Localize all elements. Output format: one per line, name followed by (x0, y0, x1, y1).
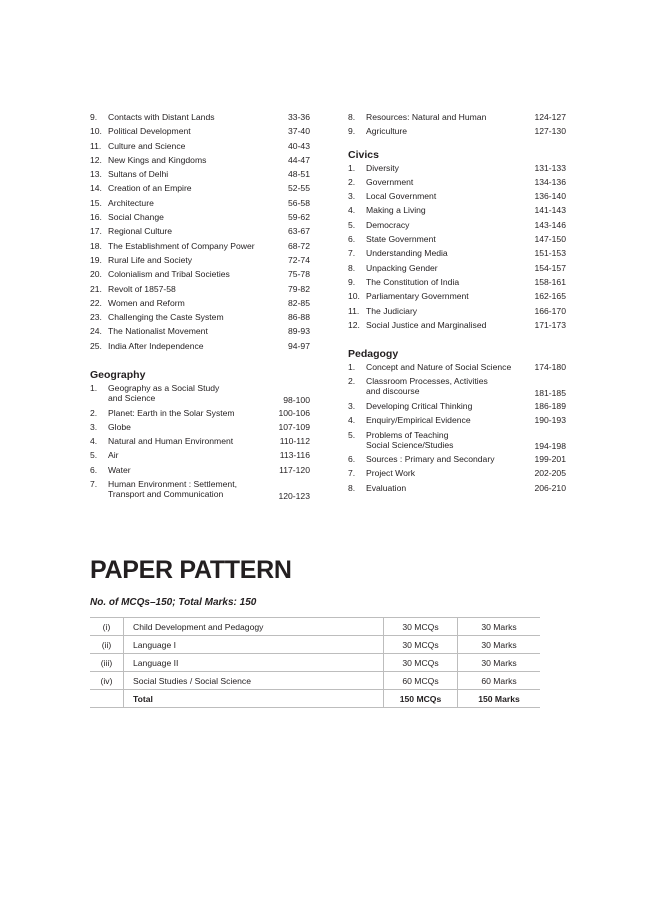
entry-title (108, 479, 266, 499)
entry-title: Social Justice and Marginalised (366, 319, 487, 330)
toc-entry (90, 450, 310, 464)
entry-pages: 59-62 (288, 212, 310, 223)
row-marks: 30 Marks (458, 636, 541, 654)
row-subject: Child Development and Pedagogy (124, 618, 384, 636)
toc-entry (90, 269, 310, 283)
entry-number: 12. (90, 154, 102, 165)
entry-number: 25. (90, 340, 102, 351)
entry-pages: 171-173 (534, 319, 566, 330)
row-marks: 30 Marks (458, 654, 541, 672)
entry-pages: 131-133 (534, 162, 566, 173)
total-blank (90, 690, 124, 708)
entry-title: Sultans of Delhi (108, 169, 169, 180)
civics-heading: Civics (348, 148, 379, 161)
geography-heading: Geography (90, 369, 146, 382)
entry-title: Enquiry/Empirical Evidence (366, 415, 471, 426)
entry-pages: 79-82 (288, 283, 310, 294)
entry-number: 11. (348, 305, 360, 316)
entry-title-line: Problems of Teaching (366, 429, 449, 440)
entry-pages: 107-109 (278, 421, 310, 432)
entry-number: 4. (348, 415, 356, 426)
entry-number: 1. (90, 383, 98, 394)
entry-pages: 44-47 (288, 154, 310, 165)
entry-title: New Kings and Kingdoms (108, 154, 207, 165)
toc-entry (348, 468, 566, 482)
entry-pages: 190-193 (534, 415, 566, 426)
entry-number: 4. (348, 205, 356, 216)
row-subject: Social Studies / Social Science (124, 672, 384, 690)
entry-number: 9. (348, 276, 356, 287)
entry-title: Air (108, 450, 119, 461)
entry-number: 15. (90, 197, 102, 208)
toc-entry (348, 415, 566, 429)
entry-number: 20. (90, 269, 102, 280)
toc-entry (90, 241, 310, 255)
entry-pages: 134-136 (534, 176, 566, 187)
entry-title-line: Human Environment : Settlement, (108, 479, 237, 490)
entry-number: 7. (348, 248, 356, 259)
entry-pages: 110-112 (279, 436, 310, 447)
entry-title: The Establishment of Company Power (108, 240, 255, 251)
toc-entry (90, 436, 310, 450)
toc-entry (90, 383, 310, 408)
entry-pages: 136-140 (534, 191, 566, 202)
entry-pages: 37-40 (288, 126, 310, 137)
entry-title: Globe (108, 421, 131, 432)
paper-pattern-title: PAPER PATTERN (90, 556, 292, 584)
entry-title: Planet: Earth in the Solar System (108, 407, 235, 418)
toc-entry (348, 234, 566, 248)
entry-title-line: and Science (108, 393, 156, 404)
entry-title (108, 383, 266, 403)
entry-pages: 181-185 (534, 387, 566, 398)
entry-number: 12. (348, 319, 360, 330)
toc-entry (90, 183, 310, 197)
entry-pages: 127-130 (534, 126, 566, 137)
entry-title: Natural and Human Environment (108, 436, 234, 447)
toc-entry (90, 112, 310, 126)
entry-title: Government (366, 176, 414, 187)
entry-pages: 166-170 (534, 305, 566, 316)
entry-title (366, 430, 522, 450)
entry-number: 5. (348, 219, 356, 230)
entry-title-line: and discourse (366, 386, 420, 397)
entry-number: 2. (348, 376, 356, 387)
toc-entry (90, 422, 310, 436)
row-marks: 60 Marks (458, 672, 541, 690)
entry-pages: 68-72 (288, 240, 310, 251)
toc-entry (348, 191, 566, 205)
entry-title (366, 376, 522, 396)
entry-pages: 199-201 (534, 454, 566, 465)
toc-entry (348, 291, 566, 305)
toc-entry (90, 312, 310, 326)
entry-pages: 141-143 (534, 205, 566, 216)
paper-pattern-subtitle: No. of MCQs–150; Total Marks: 150 (90, 597, 257, 608)
entry-number: 11. (90, 140, 102, 151)
entry-title: Architecture (108, 197, 154, 208)
entry-pages: 63-67 (288, 226, 310, 237)
entry-pages: 52-55 (288, 183, 310, 194)
table-row (90, 618, 540, 636)
toc-entry (348, 248, 566, 262)
entry-pages: 82-85 (288, 297, 310, 308)
row-subject: Language I (124, 636, 384, 654)
entry-number: 3. (348, 191, 356, 202)
entry-pages: 120-123 (278, 490, 310, 501)
entry-pages: 124-127 (534, 112, 566, 122)
toc-entry (348, 401, 566, 415)
entry-title: Water (108, 464, 131, 475)
table-row (90, 654, 540, 672)
entry-title: India After Independence (108, 340, 204, 351)
entry-title: Local Government (366, 191, 437, 202)
entry-pages: 113-116 (279, 450, 310, 461)
entry-number: 10. (90, 126, 102, 137)
entry-title: Political Development (108, 126, 191, 137)
entry-pages: 86-88 (288, 312, 310, 323)
entry-title: Challenging the Caste System (108, 312, 224, 323)
entry-pages: 94-97 (288, 340, 310, 351)
entry-title-line: Transport and Communication (108, 489, 224, 500)
pedagogy-heading: Pedagogy (348, 348, 399, 361)
entry-pages: 186-189 (534, 400, 566, 411)
toc-entry (348, 306, 566, 320)
entry-title-line: Geography as a Social Study (108, 383, 220, 394)
toc-entry (90, 341, 310, 355)
toc-entry (90, 212, 310, 226)
entry-number: 7. (90, 479, 98, 490)
toc-entry (348, 454, 566, 468)
row-mcqs: 30 MCQs (384, 618, 458, 636)
entry-pages: 154-157 (534, 262, 566, 273)
entry-pages: 72-74 (288, 254, 310, 265)
entry-pages: 202-205 (534, 468, 566, 479)
toc-entry (90, 226, 310, 240)
entry-title: Agriculture (366, 126, 408, 137)
toc-entry (90, 198, 310, 212)
entry-title: Unpacking Gender (366, 262, 438, 273)
entry-number: 6. (348, 454, 356, 465)
entry-pages: 143-146 (534, 219, 566, 230)
paper-pattern-table (90, 617, 540, 708)
entry-number: 4. (90, 436, 98, 447)
toc-left-column (90, 112, 310, 504)
entry-title: Making a Living (366, 205, 426, 216)
entry-pages: 117-120 (279, 464, 310, 475)
entry-number: 3. (348, 400, 356, 411)
row-mcqs: 60 MCQs (384, 672, 458, 690)
entry-title: Resources: Natural and Human (366, 112, 487, 122)
toc-entry (348, 205, 566, 219)
entry-pages: 89-93 (288, 326, 310, 337)
entry-title: Concept and Nature of Social Science (366, 362, 512, 373)
entry-pages: 194-198 (534, 441, 566, 452)
row-roman: (iii) (90, 654, 124, 672)
entry-number: 9. (348, 126, 356, 137)
entry-pages: 162-165 (534, 291, 566, 302)
row-mcqs: 30 MCQs (384, 636, 458, 654)
toc-entry (348, 112, 566, 126)
toc-entry (90, 155, 310, 169)
row-subject: Language II (124, 654, 384, 672)
entry-number: 5. (348, 429, 356, 440)
entry-number: 23. (90, 312, 102, 323)
entry-title: Parliamentary Government (366, 291, 469, 302)
entry-title: Revolt of 1857-58 (108, 283, 176, 294)
entry-number: 2. (348, 176, 356, 187)
total-marks: 150 Marks (458, 690, 541, 708)
entry-title-line: Classroom Processes, Activities (366, 376, 488, 387)
total-mcqs: 150 MCQs (384, 690, 458, 708)
entry-pages: 206-210 (534, 482, 566, 493)
entry-title: Culture and Science (108, 140, 186, 151)
table-row (90, 672, 540, 690)
toc-entry (348, 277, 566, 291)
entry-title: State Government (366, 234, 436, 245)
row-roman: (i) (90, 618, 124, 636)
toc-entry (348, 362, 566, 376)
entry-pages: 75-78 (288, 269, 310, 280)
row-roman: (ii) (90, 636, 124, 654)
toc-right-column (348, 112, 566, 497)
entry-title: Evaluation (366, 482, 407, 493)
entry-pages: 48-51 (288, 169, 310, 180)
toc-entry (348, 320, 566, 334)
toc-entry (90, 284, 310, 298)
toc-entry (90, 141, 310, 155)
entry-number: 6. (90, 464, 98, 475)
entry-title: Project Work (366, 468, 416, 479)
toc-entry (348, 163, 566, 177)
entry-number: 24. (90, 326, 102, 337)
entry-number: 8. (348, 482, 356, 493)
total-row (90, 690, 540, 708)
entry-pages: 147-150 (534, 234, 566, 245)
entry-number: 8. (348, 112, 356, 122)
entry-pages: 40-43 (288, 140, 310, 151)
toc-entry (90, 465, 310, 479)
entry-number: 19. (90, 254, 102, 265)
toc-entry (348, 376, 566, 401)
toc-entry (348, 126, 566, 140)
entry-number: 7. (348, 468, 356, 479)
entry-title: Women and Reform (108, 297, 185, 308)
entry-pages: 56-58 (288, 197, 310, 208)
entry-title: Creation of an Empire (108, 183, 192, 194)
toc-entry (90, 298, 310, 312)
entry-title: Democracy (366, 219, 410, 230)
entry-number: 5. (90, 450, 98, 461)
entry-number: 13. (90, 169, 102, 180)
entry-pages: 151-153 (534, 248, 566, 259)
toc-entry (348, 263, 566, 277)
entry-title: The Constitution of India (366, 276, 460, 287)
row-marks: 30 Marks (458, 618, 541, 636)
entry-pages: 174-180 (534, 362, 566, 373)
entry-title: Sources : Primary and Secondary (366, 454, 495, 465)
toc-entry (90, 408, 310, 422)
entry-number: 2. (90, 407, 98, 418)
entry-title: Contacts with Distant Lands (108, 112, 215, 122)
toc-entry (348, 430, 566, 455)
entry-number: 3. (90, 421, 98, 432)
entry-title: Rural Life and Society (108, 254, 193, 265)
toc-entry (90, 255, 310, 269)
entry-number: 1. (348, 362, 356, 373)
entry-title: Understanding Media (366, 248, 448, 259)
table-row (90, 636, 540, 654)
entry-pages: 100-106 (278, 407, 310, 418)
entry-number: 6. (348, 234, 356, 245)
toc-entry (90, 479, 310, 504)
entry-title: The Nationalist Movement (108, 326, 208, 337)
entry-pages: 158-161 (534, 276, 566, 287)
total-label: Total (124, 690, 384, 708)
toc-entry (348, 220, 566, 234)
entry-number: 9. (90, 112, 98, 122)
entry-number: 14. (90, 183, 102, 194)
toc-entry (348, 483, 566, 497)
entry-title: Colonialism and Tribal Societies (108, 269, 230, 280)
entry-number: 17. (90, 226, 102, 237)
entry-title: Social Change (108, 212, 164, 223)
toc-entry (90, 326, 310, 340)
row-roman: (iv) (90, 672, 124, 690)
toc-entry (90, 169, 310, 183)
toc-entry (90, 126, 310, 140)
entry-pages: 33-36 (288, 112, 310, 122)
entry-number: 1. (348, 162, 356, 173)
entry-number: 10. (348, 291, 360, 302)
entry-title-line: Social Science/Studies (366, 439, 454, 450)
entry-title: Developing Critical Thinking (366, 400, 473, 411)
entry-title: Regional Culture (108, 226, 173, 237)
row-mcqs: 30 MCQs (384, 654, 458, 672)
entry-number: 16. (90, 212, 102, 223)
toc-entry (348, 177, 566, 191)
entry-number: 18. (90, 240, 102, 251)
entry-title: Diversity (366, 162, 399, 173)
entry-pages: 98-100 (283, 394, 310, 405)
entry-number: 22. (90, 297, 102, 308)
entry-number: 21. (90, 283, 102, 294)
entry-title: The Judiciary (366, 305, 418, 316)
entry-number: 8. (348, 262, 356, 273)
